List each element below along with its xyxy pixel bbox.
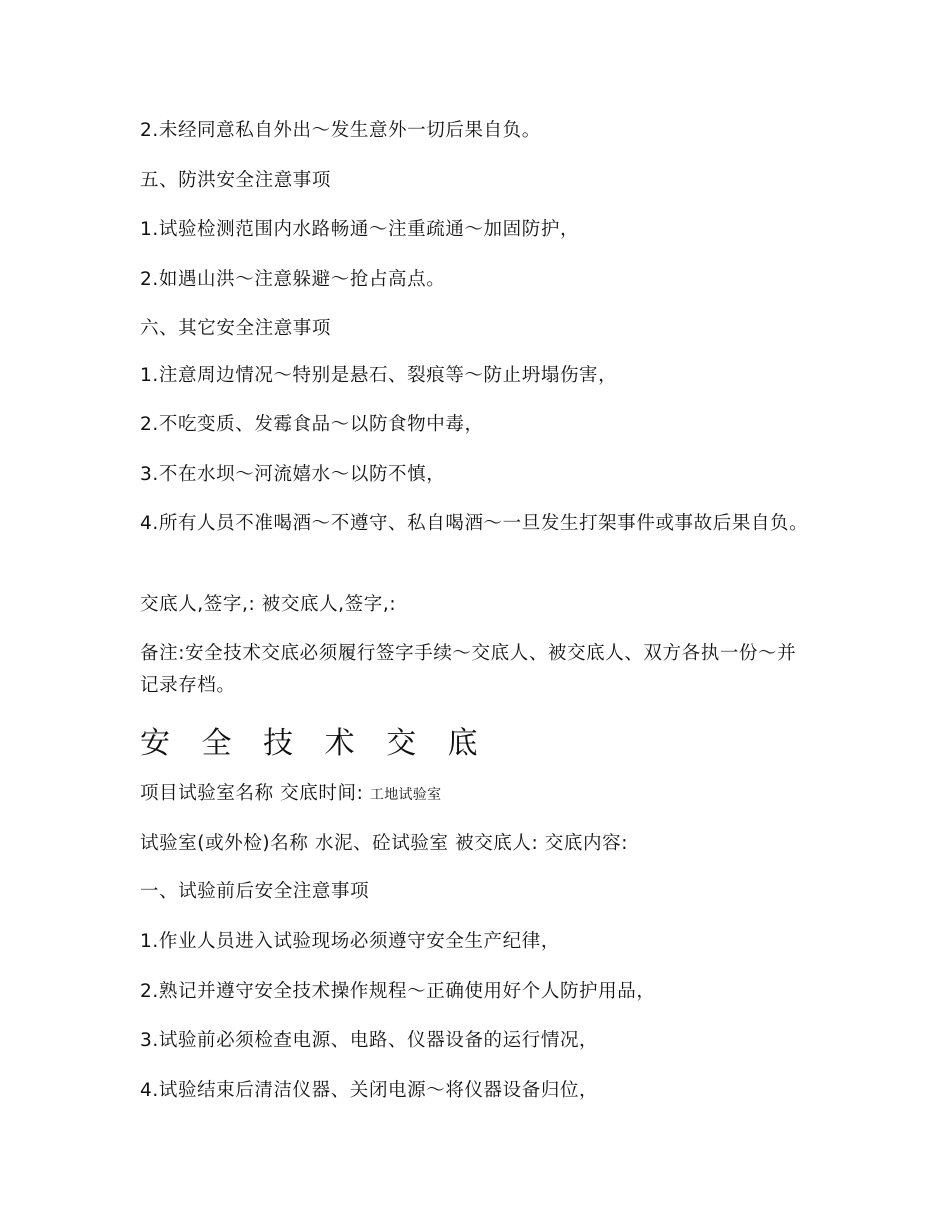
paragraph-other-3: 3.不在水坝～河流嬉水～以防不慎， xyxy=(140,464,446,485)
project-info-label: 项目试验室名称 交底时间: xyxy=(140,783,370,804)
paragraph-test-1: 1.作业人员进入试验现场必须遵守安全生产纪律， xyxy=(140,931,560,952)
paragraph-outing-rule: 2.未经同意私自外出～发生意外一切后果自负。 xyxy=(140,120,541,141)
paragraph-test-3: 3.试验前必须检查电源、电路、仪器设备的运行情况， xyxy=(140,1030,599,1051)
paragraph-other-4: 4.所有人员不准喝酒～不遵守、私自喝酒～一旦发生打架事件或事故后果自负。 xyxy=(140,513,809,534)
document-title: 安 全 技 术 交 底 xyxy=(140,726,489,761)
paragraph-test-4: 4.试验结束后清洁仪器、关闭电源～将仪器设备归位， xyxy=(140,1080,599,1101)
section-heading-other-safety: 六、其它安全注意事项 xyxy=(140,318,332,339)
paragraph-flood-1: 1.试验检测范围内水路畅通～注重疏通～加固防护， xyxy=(140,219,580,240)
paragraph-other-2: 2.不吃变质、发霉食品～以防食物中毒， xyxy=(140,414,484,435)
section-heading-flood-safety: 五、防洪安全注意事项 xyxy=(140,170,332,191)
remark-note: 备注:安全技术交底必须履行签字手续～交底人、被交底人、双方各执一份～并记录存档。 xyxy=(140,643,797,696)
project-info-line xyxy=(140,778,820,811)
section-heading-pre-post-test: 一、试验前后安全注意事项 xyxy=(140,881,370,902)
lab-info-line: 试验室(或外检)名称 水泥、砼试验室 被交底人: 交底内容: xyxy=(140,833,629,854)
paragraph-test-2: 2.熟记并遵守安全技术操作规程～正确使用好个人防护用品， xyxy=(140,981,656,1002)
paragraph-other-1: 1.注意周边情况～特别是悬石、裂痕等～防止坍塌伤害， xyxy=(140,365,618,386)
paragraph-flood-2: 2.如遇山洪～注意躲避～抢占高点。 xyxy=(140,269,446,290)
signature-line: 交底人,签字,: 被交底人,签字,: xyxy=(140,594,397,615)
project-info-value: 工地试验室 xyxy=(369,787,442,803)
